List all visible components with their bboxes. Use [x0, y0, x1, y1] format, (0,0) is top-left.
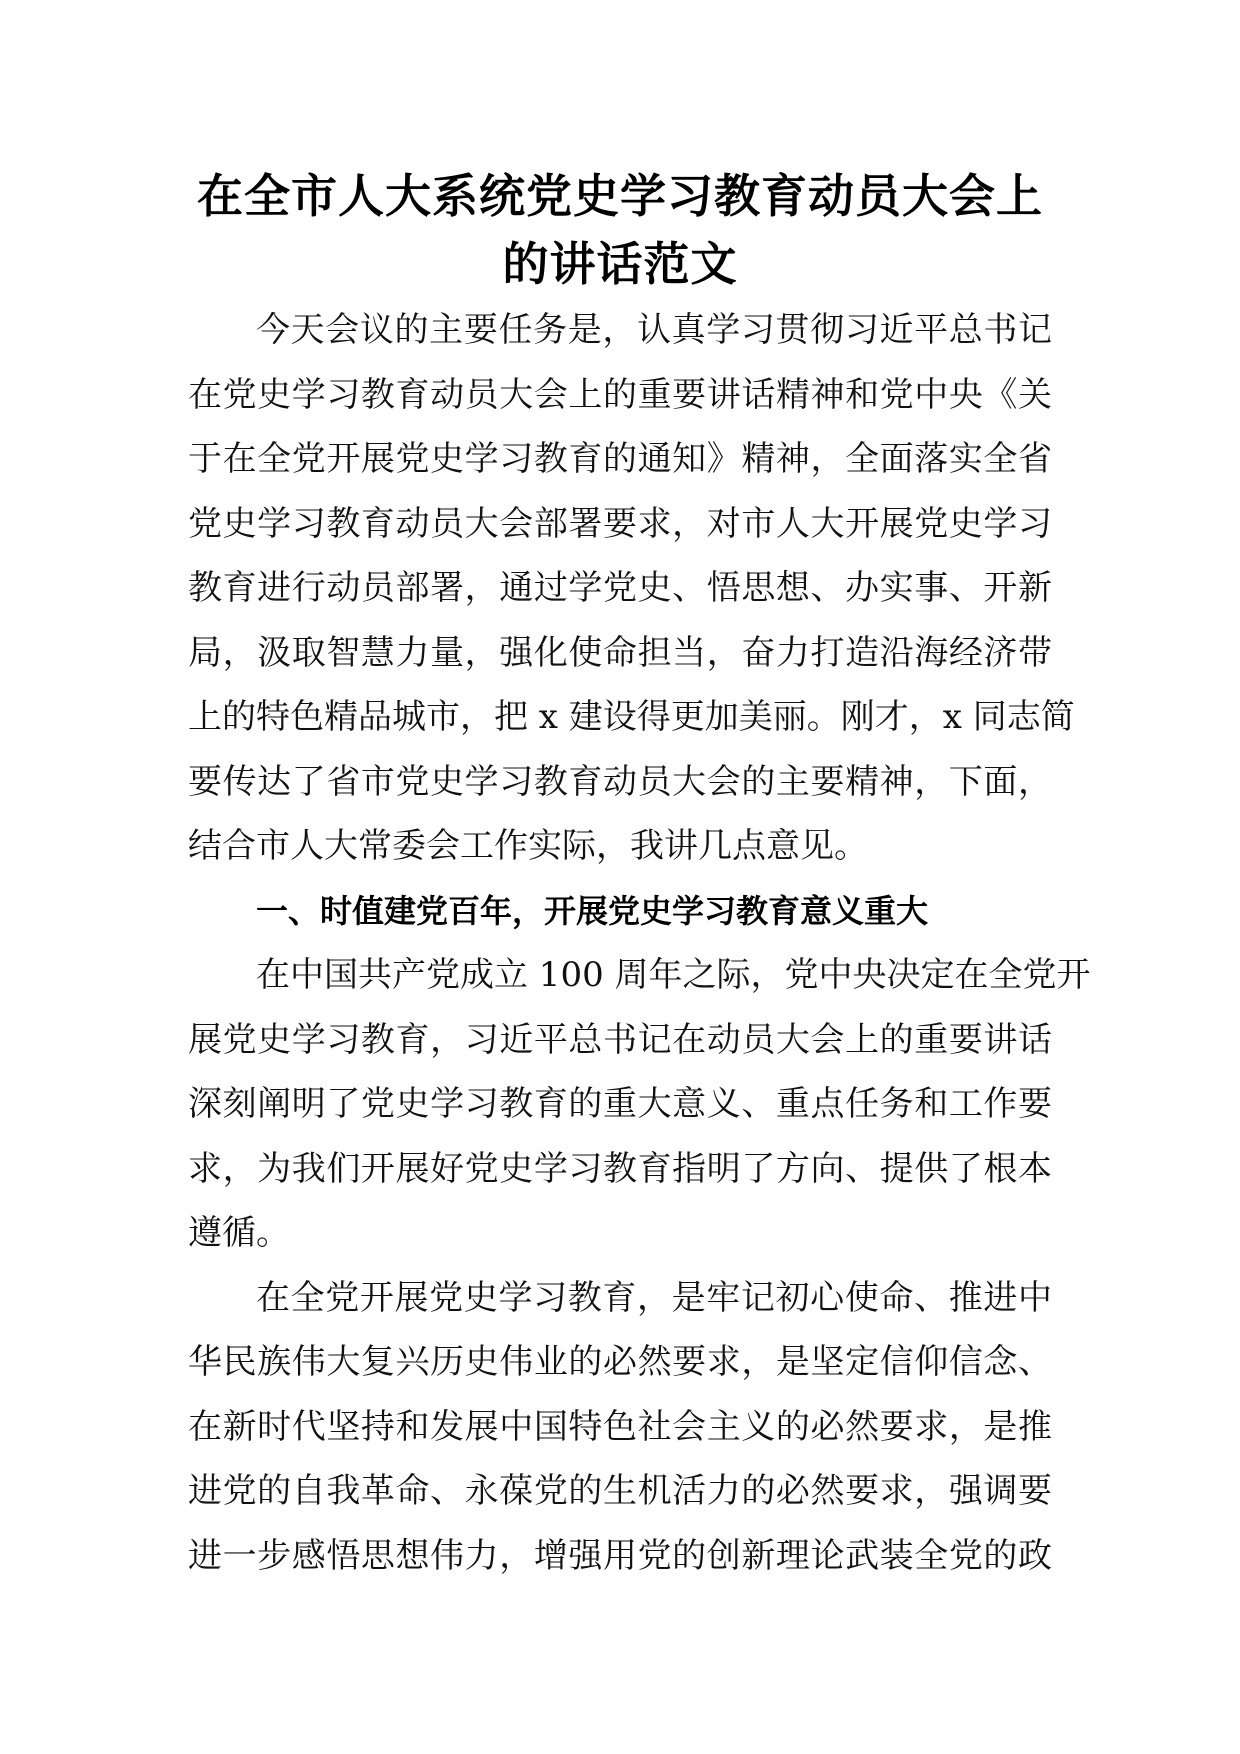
text-line: 上的特色精品城市，把 x 建设得更加美丽。刚才，x 同志简 [188, 697, 1075, 737]
paragraph-section-1 [188, 943, 1091, 1266]
text-line: 在中国共产党成立 100 周年之际，党中央决定在全党开 [256, 955, 1091, 995]
text-line: 遵循。 [188, 1213, 290, 1253]
text-line: 结合市人大常委会工作实际，我讲几点意见。 [188, 826, 868, 866]
text-line: 展党史学习教育，习近平总书记在动员大会上的重要讲话 [188, 1019, 1052, 1060]
text-line: 求，为我们开展好党史学习教育指明了方向、提供了根本 [188, 1148, 1052, 1189]
document-title [150, 162, 1090, 298]
text-line: 在党史学习教育动员大会上的重要讲话精神和党中央《关 [188, 374, 1052, 415]
title-line: 在全市人大系统党史学习教育动员大会上 [197, 169, 1043, 223]
text-line: 华民族伟大复兴历史伟业的必然要求，是坚定信仰信念、 [188, 1342, 1052, 1382]
paragraph-section-2 [188, 1266, 1052, 1589]
text-line: 在全党开展党史学习教育，是牢记初心使命、推进中 [256, 1277, 1052, 1318]
text-line: 于在全党开展党史学习教育的通知》精神，全面落实全省 [188, 439, 1052, 479]
title-line: 的讲话范文 [502, 237, 738, 291]
text-line: 党史学习教育动员大会部署要求，对市人大开展党史学习 [188, 503, 1052, 544]
document-body [188, 298, 1091, 1588]
text-line: 深刻阐明了党史学习教育的重大意义、重点任务和工作要 [188, 1084, 1052, 1124]
text-line: 进一步感悟思想伟力，增强用党的创新理论武装全党的政 [188, 1535, 1052, 1576]
text-line: 要传达了省市党史学习教育动员大会的主要精神，下面， [188, 761, 1052, 802]
paragraph-intro [188, 298, 1075, 879]
text-line: 今天会议的主要任务是，认真学习贯彻习近平总书记 [256, 310, 1052, 350]
text-line: 局，汲取智慧力量，强化使命担当，奋力打造沿海经济带 [188, 632, 1052, 673]
text-line: 在新时代坚持和发展中国特色社会主义的必然要求，是推 [188, 1406, 1052, 1447]
text-line: 教育进行动员部署，通过学党史、悟思想、办实事、开新 [188, 568, 1052, 608]
section-heading: 一、时值建党百年，开展党史学习教育意义重大 [256, 891, 929, 930]
text-line: 进党的自我革命、永葆党的生机活力的必然要求，强调要 [188, 1471, 1052, 1511]
